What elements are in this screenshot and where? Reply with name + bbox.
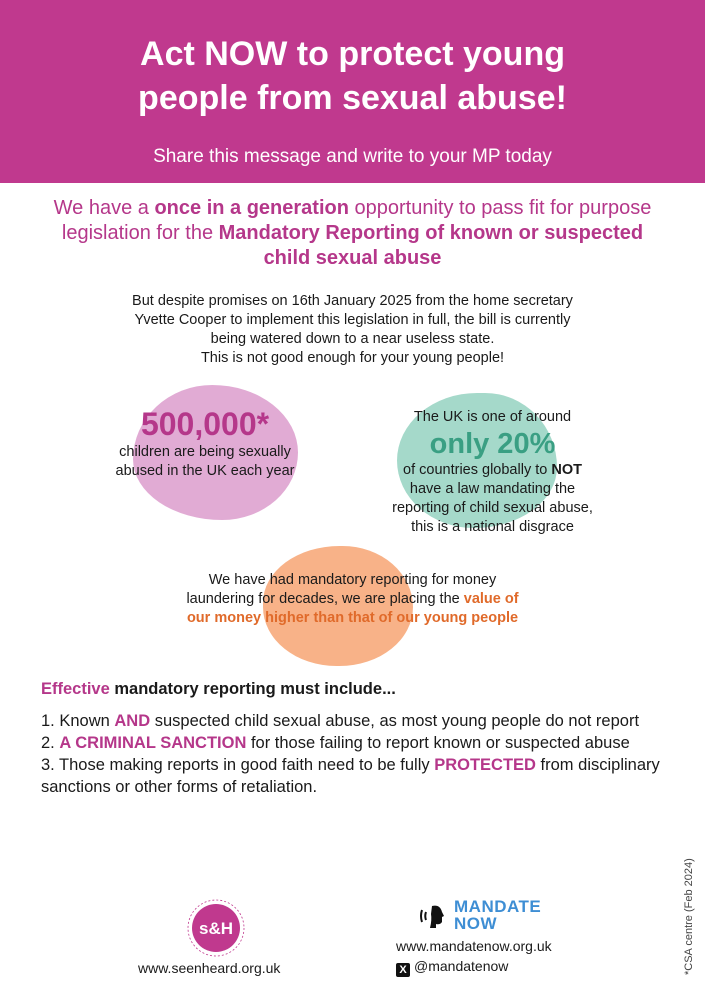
stat-caption-line: children are being sexually — [119, 444, 291, 460]
seen-heard-logo — [183, 898, 249, 958]
stat-countries — [355, 408, 630, 537]
stat-caption — [80, 443, 330, 481]
lead-text-2: opportunity to pass fit for purpose legislation for the — [61, 197, 652, 244]
lead-paragraph — [40, 196, 665, 271]
lead-text-1: We have a — [53, 197, 155, 219]
stat-caption-line: abused in the UK each year — [115, 463, 295, 479]
subtitle: Share this message and write to your MP today — [153, 146, 552, 167]
money-laundering-note — [120, 571, 585, 628]
list-item — [41, 754, 666, 798]
lead-bold-1: once in a generation — [154, 197, 349, 219]
seen-heard-logo-text: s&H — [198, 919, 234, 938]
context-line: But despite promises on 16th January 2025 from the home secretary — [132, 293, 573, 309]
list-text: for those failing to report known or suspected abuse — [246, 734, 630, 752]
context-line: Yvette Cooper to implement this legislation in full, the bill is currently — [134, 312, 571, 328]
context-line: This is not good enough for your young people! — [200, 350, 505, 366]
source-footnote: *CSA centre (Feb 2024) — [683, 858, 695, 975]
money-emphasis: our money higher than that of our young people — [186, 610, 519, 626]
list-text: 2. — [41, 734, 60, 752]
mandate-now-logo — [418, 898, 598, 932]
handle-text: @mandatenow — [414, 958, 509, 974]
list-text: 3. Those making reports in good faith need to be fully — [41, 756, 435, 774]
list-emphasis: PROTECTED — [434, 756, 536, 774]
list-text: 1. Known — [41, 712, 115, 730]
list-item — [41, 710, 666, 732]
heading-text: mandatory reporting must include... — [109, 680, 396, 698]
list-emphasis: A CRIMINAL SANCTION — [59, 734, 247, 752]
mandate-now-handle[interactable] — [396, 958, 508, 977]
heading-emphasis: Effective — [41, 680, 110, 698]
list-emphasis: AND — [114, 712, 151, 730]
title-line-2: people from sexual abuse! — [138, 79, 567, 117]
stat-not-emphasis: NOT — [551, 462, 582, 478]
list-text: suspected child sexual abuse, as most young people do not report — [150, 712, 640, 730]
money-emphasis: value of — [463, 591, 519, 607]
money-line: laundering for decades, we are placing the — [186, 591, 464, 607]
stat-value: 500,000* — [140, 406, 270, 442]
page-title — [0, 32, 705, 120]
money-line: We have had mandatory reporting for money — [208, 572, 497, 588]
seen-heard-url[interactable]: www.seenheard.org.uk — [138, 960, 281, 976]
stat-children-abused — [80, 405, 330, 481]
requirements-heading — [41, 680, 641, 699]
list-item — [41, 732, 666, 754]
context-paragraph — [60, 292, 645, 368]
mandate-now-brand — [454, 898, 594, 932]
title-line-1: Act NOW to protect young — [140, 35, 565, 73]
stat-caption-line: this is a national disgrace — [411, 519, 574, 535]
stat-value: only 20% — [429, 428, 556, 460]
mandate-now-url[interactable]: www.mandatenow.org.uk — [396, 938, 552, 954]
header-banner — [0, 0, 705, 183]
speaking-head-icon — [418, 900, 450, 932]
stat-caption-line: reporting of child sexual abuse, — [392, 500, 593, 516]
requirements-list — [41, 710, 666, 798]
lead-bold-2: Mandatory Reporting of known or suspected child sexual abuse — [218, 222, 644, 269]
list-text: from disciplinary sanctions or other forms of retaliation. — [41, 756, 660, 796]
brand-line: NOW — [454, 914, 498, 933]
x-logo-icon: X — [396, 963, 410, 977]
stat-intro: The UK is one of around — [413, 409, 572, 425]
context-line: being watered down to a near useless state. — [210, 331, 495, 347]
stat-caption-line: have a law mandating the — [409, 481, 576, 497]
stat-caption-text: of countries globally to — [403, 462, 552, 478]
brand-line: MANDATE — [454, 897, 542, 916]
stat-caption — [355, 461, 630, 537]
